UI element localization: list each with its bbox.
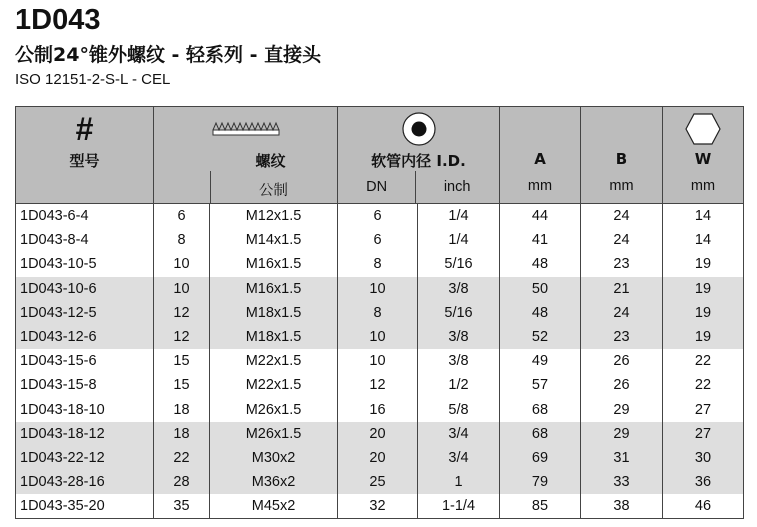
- cell-w: 19: [663, 325, 744, 349]
- cell-inch: 5/16: [418, 301, 500, 325]
- cell-size: 22: [154, 446, 210, 470]
- cell-w: 30: [663, 446, 744, 470]
- cell-thread: M18x1.5: [210, 325, 338, 349]
- cell-inch: 3/8: [418, 325, 500, 349]
- cell-b: 38: [581, 494, 663, 519]
- cell-model: 1D043-22-12: [16, 446, 154, 470]
- cell-b: 24: [581, 204, 663, 229]
- cell-dn: 6: [338, 204, 418, 229]
- col-thread-sublabel: 公制: [258, 183, 288, 199]
- cell-thread: M45x2: [210, 494, 338, 519]
- cell-size: 6: [154, 204, 210, 229]
- cell-inch: 5/8: [418, 398, 500, 422]
- cell-b: 23: [581, 252, 663, 276]
- cell-size: 18: [154, 398, 210, 422]
- product-subtitle: 公制24°锥外螺纹 - 轻系列 - 直接头: [15, 44, 322, 66]
- cell-inch: 1-1/4: [418, 494, 500, 519]
- product-code: 1D043: [15, 4, 101, 36]
- col-w-header: [663, 107, 744, 204]
- cell-a: 41: [500, 228, 581, 252]
- table-row: [16, 422, 744, 446]
- cell-inch: 3/8: [418, 349, 500, 373]
- cell-b: 29: [581, 422, 663, 446]
- cell-dn: 8: [338, 301, 418, 325]
- cell-dn: 25: [338, 470, 418, 494]
- cell-size: 15: [154, 373, 210, 397]
- cell-w: 22: [663, 373, 744, 397]
- cell-dn: 10: [338, 277, 418, 301]
- col-hose-header: [338, 107, 500, 204]
- col-hose-label: 软管内径 I.D.: [371, 152, 466, 170]
- cell-w: 27: [663, 422, 744, 446]
- cell-b: 33: [581, 470, 663, 494]
- table-row: [16, 373, 744, 397]
- cell-model: 1D043-18-12: [16, 422, 154, 446]
- cell-model: 1D043-15-8: [16, 373, 154, 397]
- cell-a: 57: [500, 373, 581, 397]
- cell-model: 1D043-12-6: [16, 325, 154, 349]
- col-a-label: A: [534, 150, 546, 168]
- cell-inch: 3/8: [418, 277, 500, 301]
- cell-inch: 1/4: [418, 228, 500, 252]
- cell-model: 1D043-10-5: [16, 252, 154, 276]
- cell-model: 1D043-35-20: [16, 494, 154, 519]
- cell-size: 28: [154, 470, 210, 494]
- cell-a: 48: [500, 301, 581, 325]
- cell-w: 27: [663, 398, 744, 422]
- col-model-label: 型号: [69, 152, 100, 170]
- cell-b: 26: [581, 349, 663, 373]
- cell-thread: M16x1.5: [210, 277, 338, 301]
- spec-table: [15, 106, 744, 519]
- col-b-unit: mm: [609, 178, 634, 194]
- cell-size: 10: [154, 277, 210, 301]
- cell-size: 8: [154, 228, 210, 252]
- cell-w: 19: [663, 301, 744, 325]
- col-b-header: [581, 107, 663, 204]
- cell-model: 1D043-8-4: [16, 228, 154, 252]
- iso-standard: ISO 12151-2-S-L - CEL: [15, 71, 171, 88]
- cell-a: 85: [500, 494, 581, 519]
- cell-dn: 8: [338, 252, 418, 276]
- cell-dn: 10: [338, 349, 418, 373]
- cell-thread: M12x1.5: [210, 204, 338, 229]
- cell-b: 23: [581, 325, 663, 349]
- cell-size: 15: [154, 349, 210, 373]
- cell-thread: M22x1.5: [210, 373, 338, 397]
- col-w-unit: mm: [690, 178, 716, 194]
- cell-model: 1D043-15-6: [16, 349, 154, 373]
- table-row: [16, 494, 744, 519]
- cell-b: 24: [581, 301, 663, 325]
- cell-a: 69: [500, 446, 581, 470]
- cell-thread: M26x1.5: [210, 398, 338, 422]
- cell-model: 1D043-10-6: [16, 277, 154, 301]
- cell-b: 31: [581, 446, 663, 470]
- cell-size: 12: [154, 325, 210, 349]
- cell-thread: M16x1.5: [210, 252, 338, 276]
- cell-a: 68: [500, 422, 581, 446]
- cell-a: 48: [500, 252, 581, 276]
- cell-dn: 10: [338, 325, 418, 349]
- cell-dn: 20: [338, 422, 418, 446]
- cell-a: 79: [500, 470, 581, 494]
- table-row: [16, 277, 744, 301]
- cell-b: 26: [581, 373, 663, 397]
- table-row: [16, 470, 744, 494]
- cell-size: 18: [154, 422, 210, 446]
- cell-dn: 32: [338, 494, 418, 519]
- col-thread-header: [154, 107, 338, 204]
- cell-thread: M36x2: [210, 470, 338, 494]
- col-model-header: [16, 107, 154, 204]
- cell-w: 14: [663, 228, 744, 252]
- cell-model: 1D043-12-5: [16, 301, 154, 325]
- spec-table-body: [16, 204, 744, 519]
- cell-thread: M14x1.5: [210, 228, 338, 252]
- cell-thread: M30x2: [210, 446, 338, 470]
- cell-model: 1D043-6-4: [16, 204, 154, 229]
- cell-thread: M26x1.5: [210, 422, 338, 446]
- cell-inch: 1/4: [418, 204, 500, 229]
- thread-icon: [211, 121, 281, 137]
- cell-dn: 12: [338, 373, 418, 397]
- cell-a: 49: [500, 349, 581, 373]
- table-row: [16, 204, 744, 229]
- hose-bore-icon: [401, 111, 437, 147]
- cell-size: 10: [154, 252, 210, 276]
- col-w-label: W: [694, 150, 712, 168]
- cell-w: 14: [663, 204, 744, 229]
- cell-a: 52: [500, 325, 581, 349]
- cell-b: 21: [581, 277, 663, 301]
- cell-w: 36: [663, 470, 744, 494]
- table-row: [16, 446, 744, 470]
- table-row: [16, 228, 744, 252]
- col-thread-label: 螺纹: [255, 152, 286, 170]
- cell-model: 1D043-18-10: [16, 398, 154, 422]
- cell-a: 68: [500, 398, 581, 422]
- cell-inch: 3/4: [418, 422, 500, 446]
- cell-size: 12: [154, 301, 210, 325]
- cell-thread: M22x1.5: [210, 349, 338, 373]
- cell-inch: 3/4: [418, 446, 500, 470]
- table-row: [16, 398, 744, 422]
- cell-inch: 1/2: [418, 373, 500, 397]
- cell-dn: 20: [338, 446, 418, 470]
- cell-w: 19: [663, 252, 744, 276]
- cell-thread: M18x1.5: [210, 301, 338, 325]
- hexagon-icon: [685, 113, 721, 145]
- hash-symbol: #: [75, 111, 94, 147]
- cell-size: 35: [154, 494, 210, 519]
- table-row: [16, 325, 744, 349]
- col-a-unit: mm: [527, 178, 553, 194]
- cell-a: 50: [500, 277, 581, 301]
- col-dn-label: DN: [366, 179, 388, 195]
- cell-dn: 6: [338, 228, 418, 252]
- col-a-header: [500, 107, 581, 204]
- cell-a: 44: [500, 204, 581, 229]
- cell-b: 24: [581, 228, 663, 252]
- cell-w: 46: [663, 494, 744, 519]
- col-b-label: B: [615, 150, 628, 168]
- table-row: [16, 301, 744, 325]
- cell-dn: 16: [338, 398, 418, 422]
- cell-model: 1D043-28-16: [16, 470, 154, 494]
- cell-w: 22: [663, 349, 744, 373]
- table-row: [16, 349, 744, 373]
- cell-b: 29: [581, 398, 663, 422]
- cell-w: 19: [663, 277, 744, 301]
- col-inch-label: inch: [443, 179, 471, 195]
- table-row: [16, 252, 744, 276]
- cell-inch: 1: [418, 470, 500, 494]
- cell-inch: 5/16: [418, 252, 500, 276]
